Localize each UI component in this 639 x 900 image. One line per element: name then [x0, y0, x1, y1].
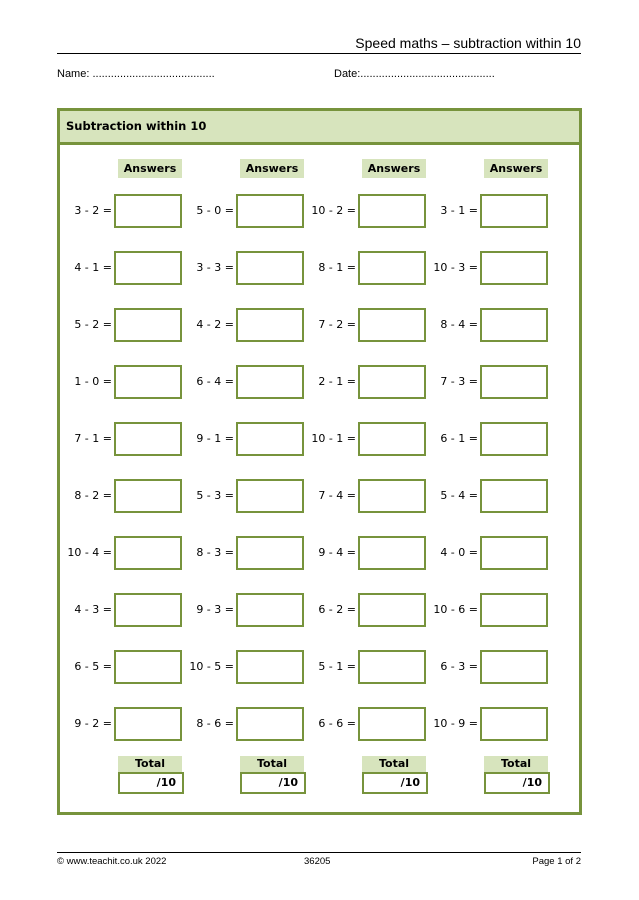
answer-box[interactable] [114, 707, 182, 741]
answer-box[interactable] [114, 365, 182, 399]
question-text: 3 - 3 = [196, 261, 234, 274]
total-header: Total [362, 756, 426, 772]
question-row [296, 650, 426, 684]
answer-box[interactable] [236, 650, 304, 684]
question-text: 10 - 2 = [311, 204, 356, 217]
question-row [296, 365, 426, 399]
answer-box[interactable] [480, 308, 548, 342]
question-text: 7 - 3 = [440, 375, 478, 388]
question-text: 7 - 4 = [318, 489, 356, 502]
answer-box[interactable] [358, 422, 426, 456]
answer-box[interactable] [236, 593, 304, 627]
footer-page: Page 1 of 2 [532, 856, 581, 867]
question-row [418, 422, 548, 456]
answer-box[interactable] [358, 536, 426, 570]
question-text: 4 - 0 = [440, 546, 478, 559]
answer-box[interactable] [358, 365, 426, 399]
answer-box[interactable] [114, 308, 182, 342]
question-row [174, 593, 304, 627]
answer-box[interactable] [358, 707, 426, 741]
question-text: 4 - 2 = [196, 318, 234, 331]
question-row [52, 194, 182, 228]
answers-header: Answers [118, 159, 182, 178]
answer-box[interactable] [114, 593, 182, 627]
answer-box[interactable] [236, 479, 304, 513]
question-text: 2 - 1 = [318, 375, 356, 388]
question-row [174, 365, 304, 399]
question-text: 6 - 2 = [318, 603, 356, 616]
question-text: 6 - 1 = [440, 432, 478, 445]
question-row [418, 650, 548, 684]
total-box[interactable] [118, 772, 184, 794]
question-text: 8 - 4 = [440, 318, 478, 331]
question-text: 9 - 2 = [74, 717, 112, 730]
answer-box[interactable] [236, 251, 304, 285]
question-row [296, 422, 426, 456]
answer-box[interactable] [114, 536, 182, 570]
date-field[interactable]: Date:............................................ [334, 68, 495, 80]
question-row [52, 650, 182, 684]
question-row [296, 536, 426, 570]
answers-header: Answers [362, 159, 426, 178]
total-box[interactable] [484, 772, 550, 794]
total-box[interactable] [240, 772, 306, 794]
answer-box[interactable] [480, 422, 548, 456]
panel-header [60, 111, 579, 145]
answer-box[interactable] [358, 650, 426, 684]
question-row [174, 194, 304, 228]
answer-box[interactable] [358, 308, 426, 342]
question-text: 7 - 1 = [74, 432, 112, 445]
worksheet-title: Speed maths – subtraction within 10 [355, 35, 581, 51]
total-box[interactable] [362, 772, 428, 794]
answer-box[interactable] [358, 194, 426, 228]
name-field[interactable]: Name: ........................................ [57, 68, 215, 80]
total-value: /10 [156, 776, 176, 789]
answer-box[interactable] [358, 251, 426, 285]
answer-box[interactable] [480, 650, 548, 684]
panel-title: Subtraction within 10 [66, 119, 207, 133]
answer-box[interactable] [236, 194, 304, 228]
answer-box[interactable] [114, 194, 182, 228]
question-row [52, 422, 182, 456]
question-text: 10 - 4 = [67, 546, 112, 559]
question-text: 9 - 4 = [318, 546, 356, 559]
question-row [418, 479, 548, 513]
answer-box[interactable] [236, 536, 304, 570]
total-value: /10 [400, 776, 420, 789]
answer-box[interactable] [236, 422, 304, 456]
answer-box[interactable] [480, 194, 548, 228]
question-text: 10 - 9 = [433, 717, 478, 730]
question-row [174, 536, 304, 570]
question-row [296, 251, 426, 285]
question-row [52, 593, 182, 627]
question-text: 4 - 3 = [74, 603, 112, 616]
question-row [296, 593, 426, 627]
question-text: 4 - 1 = [74, 261, 112, 274]
question-row [418, 308, 548, 342]
answer-box[interactable] [358, 593, 426, 627]
question-row [52, 707, 182, 741]
question-text: 5 - 1 = [318, 660, 356, 673]
question-row [174, 251, 304, 285]
answer-box[interactable] [114, 251, 182, 285]
question-text: 8 - 6 = [196, 717, 234, 730]
question-row [296, 194, 426, 228]
question-text: 9 - 1 = [196, 432, 234, 445]
question-text: 6 - 5 = [74, 660, 112, 673]
total-header: Total [118, 756, 182, 772]
footer-divider [57, 852, 581, 853]
answer-box[interactable] [114, 479, 182, 513]
question-row [52, 536, 182, 570]
question-text: 7 - 2 = [318, 318, 356, 331]
question-row [418, 365, 548, 399]
question-row [174, 479, 304, 513]
question-text: 5 - 4 = [440, 489, 478, 502]
question-text: 10 - 5 = [189, 660, 234, 673]
question-text: 10 - 1 = [311, 432, 356, 445]
answer-box[interactable] [236, 707, 304, 741]
question-text: 9 - 3 = [196, 603, 234, 616]
question-row [52, 479, 182, 513]
question-row [296, 308, 426, 342]
total-value: /10 [522, 776, 542, 789]
answer-box[interactable] [236, 365, 304, 399]
question-text: 6 - 4 = [196, 375, 234, 388]
question-text: 5 - 3 = [196, 489, 234, 502]
question-row [418, 251, 548, 285]
header-divider [57, 53, 581, 54]
answer-box[interactable] [480, 593, 548, 627]
question-row [52, 251, 182, 285]
answer-box[interactable] [358, 479, 426, 513]
question-row [296, 479, 426, 513]
footer-copyright: © www.teachit.co.uk 2022 [57, 856, 167, 867]
total-header: Total [240, 756, 304, 772]
question-row [418, 536, 548, 570]
question-text: 5 - 2 = [74, 318, 112, 331]
answer-box[interactable] [114, 422, 182, 456]
question-row [174, 707, 304, 741]
question-text: 3 - 1 = [440, 204, 478, 217]
answer-box[interactable] [480, 251, 548, 285]
question-row [418, 707, 548, 741]
question-text: 10 - 3 = [433, 261, 478, 274]
answer-box[interactable] [480, 536, 548, 570]
answer-box[interactable] [480, 365, 548, 399]
answer-box[interactable] [114, 650, 182, 684]
question-text: 3 - 2 = [74, 204, 112, 217]
question-text: 6 - 6 = [318, 717, 356, 730]
question-text: 1 - 0 = [74, 375, 112, 388]
total-header: Total [484, 756, 548, 772]
question-row [174, 650, 304, 684]
question-text: 8 - 1 = [318, 261, 356, 274]
total-value: /10 [278, 776, 298, 789]
question-row [52, 308, 182, 342]
question-text: 10 - 6 = [433, 603, 478, 616]
question-row [418, 593, 548, 627]
answer-box[interactable] [236, 308, 304, 342]
question-row [174, 308, 304, 342]
footer-code: 36205 [304, 856, 331, 867]
question-row [52, 365, 182, 399]
question-text: 5 - 0 = [196, 204, 234, 217]
question-text: 6 - 3 = [440, 660, 478, 673]
answer-box[interactable] [480, 707, 548, 741]
question-row [418, 194, 548, 228]
question-text: 8 - 3 = [196, 546, 234, 559]
answer-box[interactable] [480, 479, 548, 513]
question-row [174, 422, 304, 456]
answers-header: Answers [240, 159, 304, 178]
question-text: 8 - 2 = [74, 489, 112, 502]
answers-header: Answers [484, 159, 548, 178]
question-row [296, 707, 426, 741]
